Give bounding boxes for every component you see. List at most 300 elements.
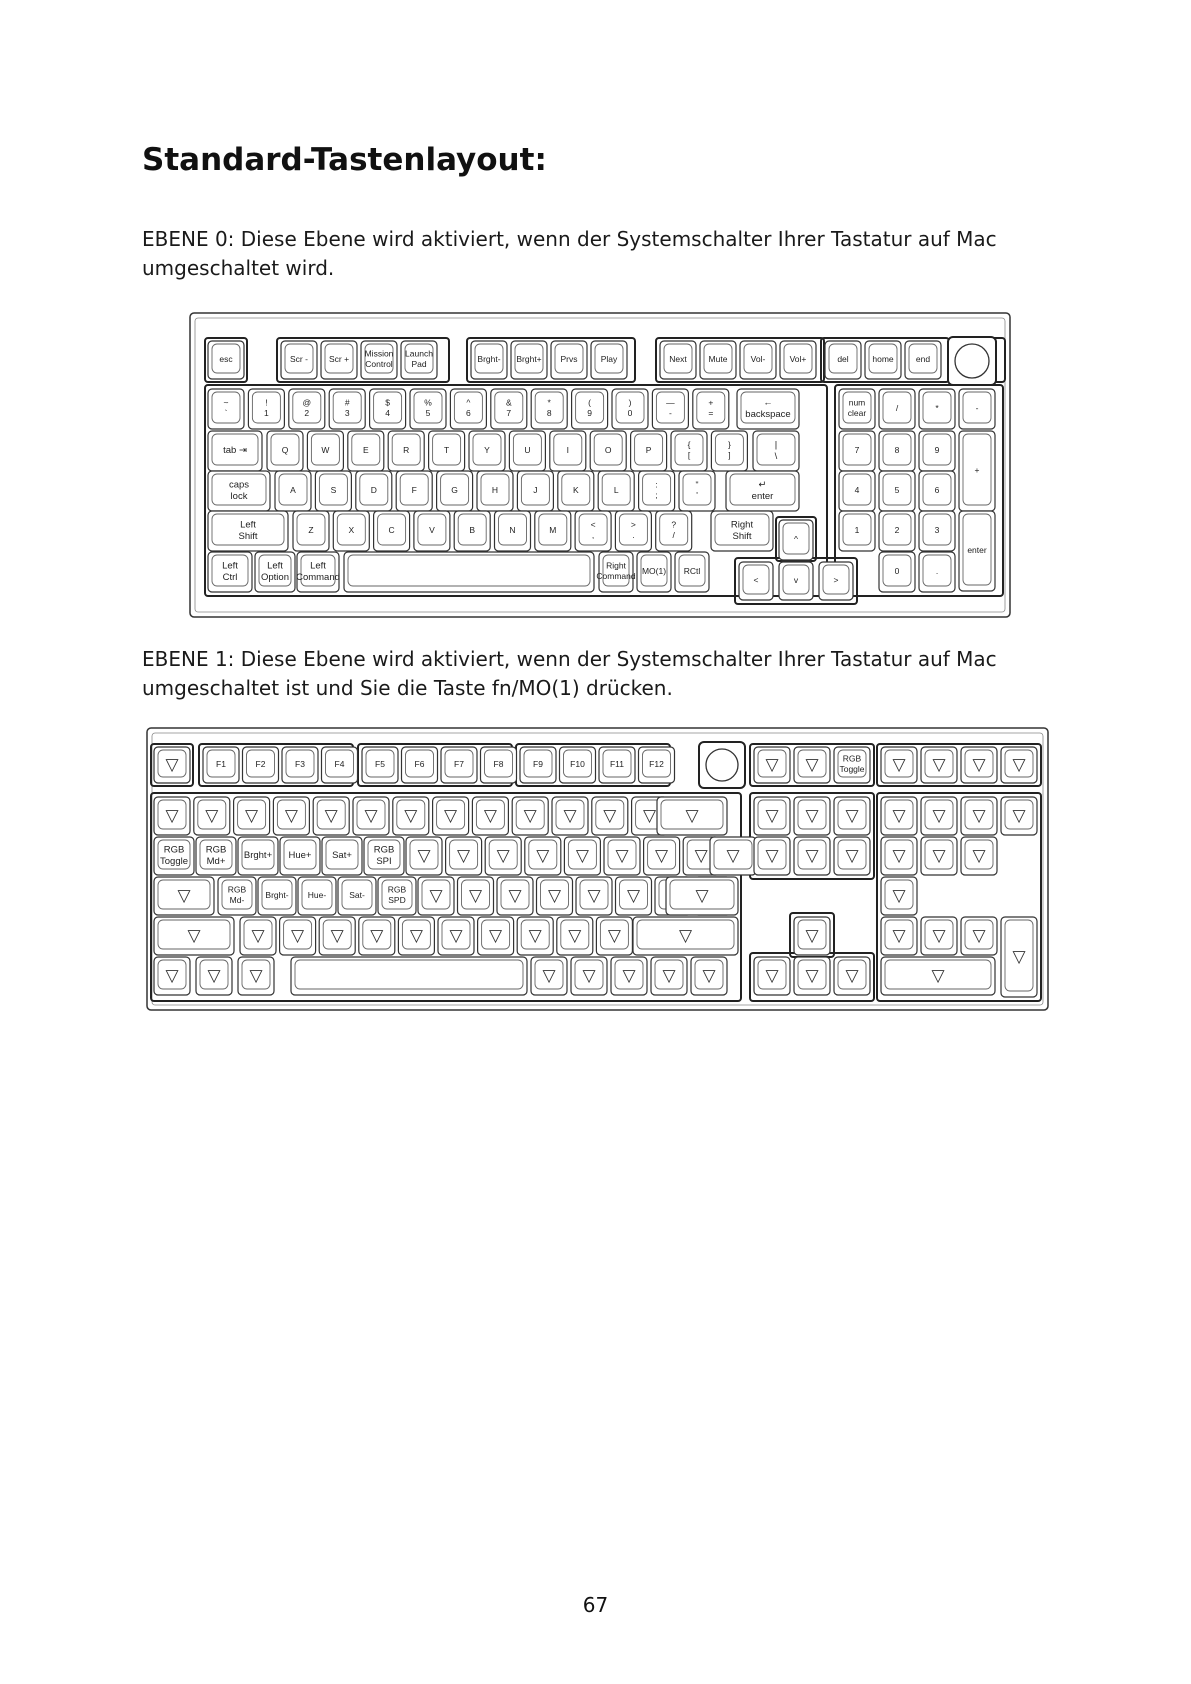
layer1-key-label: ▽	[187, 926, 201, 946]
layer0-key-label: 0	[894, 565, 900, 576]
layer1-key-label: Hue-	[307, 889, 327, 900]
layer0-key-label: V	[429, 524, 435, 535]
layer1-key-label: Sat-	[349, 889, 365, 900]
layer1-key-label: RGB	[227, 884, 247, 895]
layer0-key-label: 7	[854, 444, 860, 455]
layer1-key-r0-15	[834, 747, 870, 783]
layer1-key-r1-5	[353, 797, 389, 835]
layer1-key-r2-7	[446, 837, 482, 875]
layer0-key-r3-12	[726, 471, 799, 511]
layer1-key-r4-1	[240, 917, 276, 955]
layer1-key-r1-20	[1001, 797, 1037, 835]
layer0-key-r5-6	[675, 552, 709, 592]
layer0-key-r1-0	[208, 389, 244, 429]
layer0-key-r4-13	[839, 511, 875, 551]
layer1-key-label: ▽	[972, 806, 986, 826]
layer0-key-label: R	[403, 444, 410, 455]
layer0-key-r4-1	[293, 511, 329, 551]
layer0-key-label: |	[774, 439, 778, 451]
layer1-key-label: ▽	[449, 926, 463, 946]
layer0-key-label: >	[833, 574, 839, 585]
layer1-key-label: ▽	[765, 755, 779, 775]
layer0-key-label: backspace	[745, 408, 791, 420]
layer0-key-label: N	[509, 524, 516, 535]
layer1-key-label: ▽	[892, 886, 906, 906]
layer0-key-r5-11	[919, 552, 955, 592]
layer0-key-label: —	[666, 397, 675, 408]
layer0-key-r2-1	[267, 431, 303, 471]
layer1-key-r3-5	[378, 877, 416, 915]
layer0-key-label: 6	[934, 484, 940, 495]
layer0-key-label: num	[848, 397, 866, 408]
layer1-key-r0-10	[560, 747, 596, 783]
layer1-key-label: ▽	[575, 846, 589, 866]
layer1-key-label: ▽	[765, 846, 779, 866]
layer1-key-label: ▽	[805, 926, 819, 946]
layer0-key-r5-4	[596, 552, 635, 592]
layer0-key-label: Mission	[364, 348, 394, 359]
layer0-key-label: enter	[967, 544, 987, 555]
layer0-key-label: "	[695, 479, 699, 490]
layer0-key-r1-7	[491, 389, 527, 429]
layer0-key-r4-11	[711, 511, 773, 551]
layer1-key-label: Md+	[206, 855, 226, 867]
layer0-key-r2-2	[307, 431, 343, 471]
layer1-key-label: ▽	[207, 966, 221, 986]
layer1-key-label: ▽	[695, 886, 709, 906]
layer0-key-r1-13	[737, 389, 799, 429]
layer0-key-label: P	[645, 444, 652, 455]
layer0-key-label: Right	[606, 560, 626, 571]
layer1-key-label: ▽	[678, 926, 693, 946]
layer0-key-label: v	[793, 574, 799, 585]
layer0-key-label: *	[547, 397, 551, 408]
layer1-key-r2-12	[644, 837, 680, 875]
layer1-key-label: ▽	[457, 846, 471, 866]
layer0-key-label: 3	[934, 524, 940, 535]
layer1-volume-knob	[699, 742, 745, 788]
layer0-key-label: ←	[763, 397, 773, 409]
layer0-key-r2-4	[388, 431, 424, 471]
layer1-key-r0-5	[362, 747, 398, 783]
layer1-key-r1-4	[313, 797, 349, 835]
layer1-key-label: ▽	[205, 806, 219, 826]
layer0-key-label: caps	[228, 479, 250, 491]
layer1-key-label: ▽	[364, 806, 378, 826]
layer1-key-label: ▽	[249, 966, 263, 986]
layer1-key-label: ▽	[370, 926, 384, 946]
layer1-key-label: ▽	[892, 846, 906, 866]
layer0-key-label: ?	[671, 519, 677, 530]
layer1-key-r4-4	[359, 917, 395, 955]
layer1-key-r1-13	[657, 797, 727, 835]
layer0-key-label: home	[872, 353, 894, 364]
layer1-key-label: ▽	[528, 926, 542, 946]
layer0-key-label: 2	[894, 524, 900, 535]
layer1-key-r2-9	[525, 837, 561, 875]
layer1-description-line2: umgeschaltet ist und Sie die Taste fn/MO(1) drücken.	[142, 676, 673, 700]
layer0-key-label: E	[362, 444, 369, 455]
layer0-key-label: Left	[267, 560, 283, 572]
layer0-key-label: Command	[596, 571, 636, 582]
layer0-key-r3-15	[919, 471, 955, 511]
layer1-key-label: F1	[216, 758, 226, 769]
layer0-key-label: =	[708, 408, 714, 419]
layer0-key-label: 4	[385, 408, 390, 419]
layer0-key-label: I	[566, 444, 569, 455]
layer0-key-label: /	[895, 402, 899, 413]
layer0-key-label: esc	[219, 353, 233, 364]
layer1-key-label: F5	[375, 758, 385, 769]
layer1-key-r3-11	[616, 877, 652, 915]
layer0-key-label: )	[628, 397, 632, 408]
layer0-key-r3-4	[396, 471, 432, 511]
layer1-key-r0-3	[282, 747, 318, 783]
layer0-key-r1-16	[919, 389, 955, 429]
layer1-key-r1-7	[433, 797, 469, 835]
layer0-description-line2: umgeschaltet wird.	[142, 256, 335, 280]
layer0-key-r1-6	[450, 389, 486, 429]
layer0-key-r0-14	[865, 341, 901, 379]
layer1-key-r2-1	[196, 837, 236, 875]
layer0-key-label: U	[524, 444, 531, 455]
layer1-key-label: F8	[493, 758, 504, 769]
layer1-key-label: ▽	[444, 806, 458, 826]
layer1-key-r0-4	[322, 747, 358, 783]
layer0-key-r4-16	[959, 511, 995, 591]
layer1-key-label: ▽	[615, 846, 629, 866]
layer1-key-r2-15	[754, 837, 790, 875]
layer0-key-r5-3	[344, 552, 594, 592]
layer0-key-label: 4	[854, 484, 860, 495]
layer0-key-label: .	[632, 530, 635, 541]
layer0-key-r3-8	[558, 471, 594, 511]
layer1-key-r4-12	[794, 917, 830, 955]
layer1-key-r5-1	[196, 957, 232, 995]
layer1-key-r0-12	[639, 747, 675, 783]
layer0-key-label: 3	[344, 408, 350, 419]
layer0-key-label: Command	[296, 571, 340, 583]
layer1-key-r1-19	[961, 797, 997, 835]
layer0-key-label: >	[630, 519, 636, 530]
layer1-key-label: ▽	[622, 966, 636, 986]
layer0-key-r1-4	[370, 389, 406, 429]
layer1-key-label: ▽	[932, 806, 946, 826]
layer1-key-label: ▽	[626, 886, 641, 906]
layer0-key-r0-10	[700, 341, 736, 379]
layer1-key-r0-14	[794, 747, 830, 783]
layer1-key-r1-16	[834, 797, 870, 835]
layer1-key-r3-1	[218, 877, 256, 915]
layer0-key-label: Left	[222, 560, 238, 572]
layer0-key-r5-9	[819, 562, 853, 600]
layer0-key-r4-0	[208, 511, 288, 551]
layer0-key-label: F	[411, 484, 417, 495]
layer0-key-r3-0	[208, 471, 270, 511]
layer1-key-r5-7	[651, 957, 687, 995]
keyboard-layout-layer1	[146, 727, 1049, 1011]
layer0-key-r4-8	[575, 511, 611, 551]
layer0-key-label: Left	[240, 519, 256, 531]
layer1-key-r0-7	[441, 747, 477, 783]
layer1-key-label: ▽	[931, 966, 945, 986]
layer0-key-r4-14	[879, 511, 915, 551]
layer0-key-label: <	[590, 519, 596, 530]
layer0-key-r4-10	[656, 511, 692, 551]
layer1-key-label: ▽	[603, 806, 617, 826]
layer0-key-r4-5	[454, 511, 490, 551]
layer0-key-label: X	[348, 524, 355, 535]
layer0-key-r2-15	[879, 431, 915, 471]
layer1-key-r1-11	[592, 797, 628, 835]
layer1-key-r0-1	[203, 747, 239, 783]
layer1-key-label: ▽	[805, 755, 819, 775]
layer1-key-label: ▽	[765, 806, 779, 826]
layer1-key-label: ▽	[245, 806, 259, 826]
layer1-key-r3-14	[666, 877, 738, 915]
layer0-key-r3-2	[315, 471, 351, 511]
layer1-key-label: ▽	[1012, 806, 1026, 826]
layer0-key-label: +	[974, 464, 980, 475]
layer1-key-r2-11	[604, 837, 640, 875]
layer1-key-label: ▽	[685, 806, 699, 826]
layer0-key-label: #	[344, 397, 350, 408]
layer0-key-label: +	[708, 397, 714, 408]
layer0-key-r0-12	[780, 341, 816, 379]
layer1-key-r3-4	[338, 877, 376, 915]
layer1-key-label: ▽	[324, 806, 338, 826]
layer1-key-r5-0	[154, 957, 190, 995]
layer0-key-r2-8	[550, 431, 586, 471]
layer1-key-r2-8	[485, 837, 521, 875]
keyboard-layout-layer0	[189, 312, 1011, 618]
layer1-key-r4-5	[398, 917, 434, 955]
layer1-key-r3-0	[154, 877, 214, 915]
page-number: 67	[582, 1593, 609, 1617]
layer1-key-r3-7	[458, 877, 494, 915]
layer1-key-label: ▽	[489, 926, 503, 946]
layer1-key-label: F6	[414, 758, 425, 769]
layer1-key-r5-6	[611, 957, 647, 995]
layer0-key-label: <	[753, 574, 759, 585]
layer1-key-label: ▽	[932, 926, 946, 946]
layer1-key-label: ▽	[177, 886, 191, 906]
layer0-key-label: G	[451, 484, 458, 495]
layer0-key-r2-6	[469, 431, 505, 471]
layer0-key-label: ^	[466, 397, 471, 408]
layer0-key-label: $	[385, 397, 390, 408]
layer0-key-label: Brght-	[477, 353, 501, 364]
layer0-key-r1-12	[693, 389, 729, 429]
layer1-key-r4-3	[319, 917, 355, 955]
layer1-key-r1-8	[472, 797, 508, 835]
layer1-key-label: ▽	[587, 886, 601, 906]
layer0-key-label: 1	[264, 408, 269, 419]
layer1-key-r4-6	[438, 917, 474, 955]
layer0-key-label: clear	[847, 408, 867, 419]
layer1-key-r2-20	[961, 837, 997, 875]
layer0-key-r1-2	[289, 389, 325, 429]
layer1-key-r1-9	[512, 797, 548, 835]
layer1-key-r3-10	[576, 877, 612, 915]
layer1-key-r0-13	[754, 747, 790, 783]
layer1-key-label: RGB	[163, 844, 185, 856]
layer1-key-r5-8	[691, 957, 727, 995]
layer0-key-label: Pad	[411, 359, 427, 370]
layer1-key-r2-16	[794, 837, 830, 875]
layer0-key-label: Z	[308, 524, 314, 535]
layer0-key-r1-15	[879, 389, 915, 429]
layer0-key-label: enter	[751, 490, 774, 502]
layer0-key-label: (	[588, 397, 592, 408]
layer0-key-r3-7	[517, 471, 553, 511]
layer0-key-label: 0	[627, 408, 633, 419]
layer1-key-label: ▽	[643, 806, 657, 826]
layer1-key-r1-3	[273, 797, 309, 835]
layer0-key-r1-17	[959, 389, 995, 429]
layer1-key-label: ▽	[404, 806, 418, 826]
layer0-key-label: /	[672, 530, 675, 541]
layer1-key-label: ▽	[972, 846, 986, 866]
layer1-key-r4-9	[557, 917, 593, 955]
layer0-key-label: S	[330, 484, 337, 495]
layer0-key-r2-7	[509, 431, 545, 471]
layer0-key-r2-12	[711, 431, 747, 471]
layer1-key-label: SPD	[388, 895, 406, 906]
layer0-key-label: W	[321, 444, 330, 455]
layer0-key-label: ,	[591, 530, 595, 541]
layer1-key-label: ▽	[655, 846, 669, 866]
layer0-key-r1-14	[839, 389, 875, 429]
layer1-key-label: ▽	[805, 966, 819, 986]
layer0-description	[142, 225, 1062, 283]
layer1-key-label: RGB	[205, 844, 227, 856]
layer1-key-r3-15	[881, 877, 917, 915]
layer0-key-label: Vol-	[750, 353, 766, 364]
layer0-key-label: tab ⇥	[223, 445, 247, 457]
layer0-key-r2-9	[590, 431, 626, 471]
layer0-key-label: L	[613, 484, 619, 495]
layer0-key-r4-15	[919, 511, 955, 551]
layer0-key-label: Vol+	[789, 353, 807, 364]
layer0-key-label: O	[604, 444, 612, 455]
layer1-key-label: ▽	[496, 846, 510, 866]
layer0-key-r4-3	[374, 511, 410, 551]
layer0-key-label: %	[424, 397, 432, 408]
layer0-key-r0-7	[551, 341, 587, 379]
layer0-key-r5-1	[255, 552, 295, 592]
layer1-key-label: ▽	[409, 926, 423, 946]
layer1-key-label: Toggle	[160, 855, 188, 867]
layer1-key-r3-8	[497, 877, 533, 915]
layer0-key-r0-5	[471, 341, 507, 379]
layer0-key-r2-14	[839, 431, 875, 471]
layer0-key-label: Mute	[708, 353, 728, 364]
layer0-key-label: Play	[600, 353, 618, 364]
layer1-key-label: ▽	[523, 806, 537, 826]
layer0-key-label: :	[655, 479, 658, 490]
layer1-key-label: Brght-	[265, 889, 289, 900]
layer0-key-r1-11	[652, 389, 688, 429]
layer0-key-r0-3	[361, 341, 397, 379]
layer0-key-label: Scr -	[290, 353, 308, 364]
layer0-description-line1: EBENE 0: Diese Ebene wird aktiviert, wenn der Systemschalter Ihrer Tastatur auf Mac	[142, 227, 997, 251]
layer1-key-r0-16	[881, 747, 917, 783]
layer1-key-label: ▽	[536, 846, 550, 866]
layer0-key-r3-11	[679, 471, 715, 511]
layer1-key-r5-4	[531, 957, 567, 995]
layer1-key-label: ▽	[291, 926, 305, 946]
layer1-key-r4-16	[1001, 917, 1037, 997]
layer0-key-r5-8	[779, 562, 813, 600]
layer1-key-r3-6	[418, 877, 454, 915]
layer1-key-label: ▽	[284, 806, 298, 826]
layer1-key-label: ▽	[568, 926, 582, 946]
keyboard-diagram-layer1	[146, 727, 1049, 1011]
layer0-key-r1-1	[248, 389, 284, 429]
layer1-key-label: RGB	[387, 884, 407, 895]
layer0-key-r5-2	[296, 552, 340, 592]
layer0-key-label: T	[443, 444, 450, 455]
layer1-key-label: ▽	[165, 755, 179, 775]
layer1-key-r5-11	[834, 957, 870, 995]
layer1-key-r4-7	[478, 917, 514, 955]
layer0-key-r4-7	[535, 511, 571, 551]
layer0-key-r2-5	[429, 431, 465, 471]
layer0-key-label: '	[696, 490, 698, 501]
layer0-key-r2-0	[208, 431, 262, 471]
layer1-key-label: ▽	[429, 886, 443, 906]
layer1-key-r1-0	[154, 797, 190, 835]
layer0-key-label: 9	[934, 444, 940, 455]
layer0-key-label: C	[388, 524, 395, 535]
layer0-key-label: Ctrl	[222, 571, 238, 583]
layer0-key-label: Shift	[238, 530, 258, 542]
layer1-key-r1-6	[393, 797, 429, 835]
layer0-key-label: ↵	[758, 479, 767, 491]
layer0-key-r0-6	[511, 341, 547, 379]
layer1-key-label: ▽	[251, 926, 265, 946]
layer1-key-label: F2	[255, 758, 266, 769]
layer0-volume-knob	[948, 337, 996, 385]
layer1-key-r4-8	[517, 917, 553, 955]
layer0-key-label: 2	[304, 408, 310, 419]
layer0-key-label: \	[774, 450, 778, 462]
page-heading: Standard-Tastenlayout:	[142, 142, 547, 178]
layer1-key-label: F7	[454, 758, 464, 769]
keyboard-diagram-layer0	[189, 312, 1011, 618]
layer0-key-r2-13	[753, 431, 799, 471]
layer0-key-r5-5	[637, 552, 671, 592]
layer1-key-r4-14	[921, 917, 957, 955]
layer1-key-label: Toggle	[839, 764, 865, 775]
layer1-key-label: ▽	[417, 846, 431, 866]
layer0-key-label: Brght+	[516, 353, 542, 364]
layer0-key-r4-12	[779, 520, 813, 560]
layer1-key-r4-2	[280, 917, 316, 955]
layer0-key-label: [	[687, 450, 691, 461]
layer0-key-label: {	[687, 439, 691, 450]
layer0-key-label: D	[370, 484, 377, 495]
layer1-key-label: ▽	[892, 926, 906, 946]
layer1-key-r2-3	[280, 837, 320, 875]
layer1-key-r1-15	[794, 797, 830, 835]
layer1-key-label: ▽	[165, 806, 179, 826]
layer0-key-label: 1	[854, 524, 860, 535]
layer1-key-label: ▽	[547, 886, 562, 906]
layer0-key-label: A	[290, 484, 296, 495]
layer1-key-label: ▽	[607, 926, 621, 946]
